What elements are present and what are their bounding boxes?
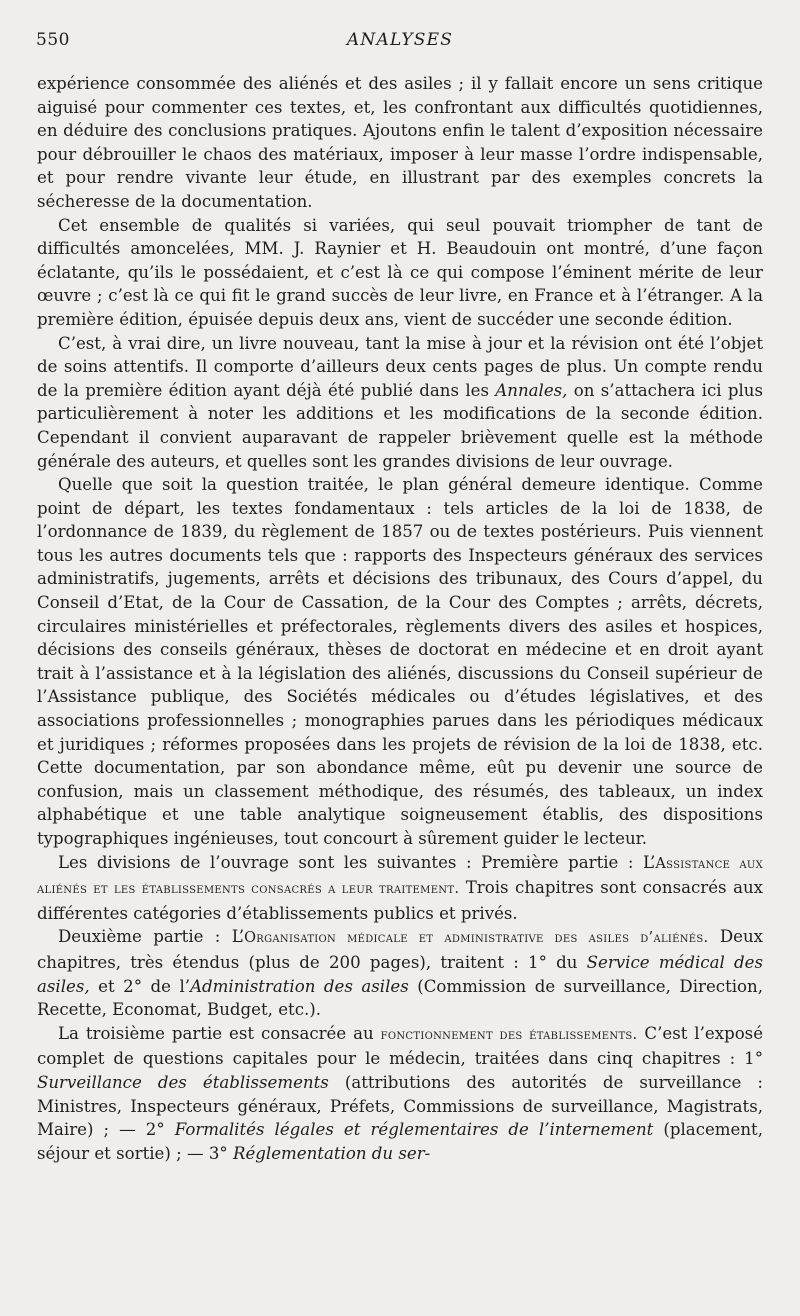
text-run: expérience consommée des aliénés et des asiles ; il y fallait encore un sens critique aiguisé pour commenter ces textes, et, les confrontant aux difficultés quotidiennes, en déduire des conclusions pratiques. Ajoutons enfin le talent d’exposition nécessaire pour débrouiller le chaos des matériaux, imposer à leur masse l’ordre indispensable, et pour rendre vivante leur étude, en illustrant par des exemples concrets la sécheresse de la documentation. [37,74,763,211]
italic-text: Réglementation du ser- [232,1143,431,1163]
italic-text: Surveillance des établissements [37,1072,329,1092]
small-caps-text: fonctionnement des établissements. [380,1026,638,1043]
text-run: Quelle que soit la question traitée, le plan général demeure identique. Comme point de départ, les textes fondamentaux : tels articles de la loi de 1838, de l’ordonnance de 1839, du règlement de 1857 ou de textes postérieurs. Puis viennent tous les autres documents tels que : rapports des Inspecteurs généraux des services administratifs, jugements, arrêts et décisions des tribunaux, des Cours d’appel, du Conseil d’Etat, de la Cour de Cassation, de la Cour des Comptes ; arrêts, décrets, circulaires ministérielles et préfectorales, règlements divers des asiles et hospices, décisions des conseils généraux, thèses de doctorat en médecine et en droit ayant trait à l’assistance et à la législation des aliénés, discussions du Conseil supérieur de l’Assistance publique, des Sociétés médicales ou d’études législatives, et des associations professionnelles ; monographies parues dans les périodiques médicaux et juridiques ; réformes proposées dans les projets de révision de la loi de 1838, etc. Cette documentation, par son abondance même, eût pu devenir une source de confusion, mais un classement méthodique, des résumés, des tableaux, un index alphabétique et une table analytique soigneusement établis, des dispositions typographiques ingénieuses, tout concourt à sûrement guider le lecteur. [37,475,763,848]
page-number: 550 [36,30,70,50]
text-run: C’est l’exposé complet de questions capitales pour le médecin, traitées dans cinq chapitres : 1° [37,1023,764,1069]
paragraph [37,851,763,926]
paragraph [37,332,763,474]
italic-text: Administration des asiles [190,976,409,996]
paragraph [37,925,763,1021]
paragraph [37,473,763,851]
text-run: (attributions des autorités de surveillance : Ministres, Inspecteurs généraux, Préfets, Commissions de surveillance, Magistrats, Maire) ; — 2° [37,1072,763,1140]
text-run: Deux chapitres, très étendus (plus de 200 pages), traitent : 1° du [37,927,763,972]
paragraph [37,1022,763,1166]
text-run: (Commission de surveillance, Direction, Recette, Economat, Budget, etc.). [37,976,763,1020]
italic-text: Formalités légales et réglementaires de l’internement [174,1120,654,1140]
text-run: Trois chapitres sont consacrés aux différentes catégories d’établissements publics et privés. [37,878,764,923]
text-run: on s’attachera ici plus particulièrement à noter les additions et les modifications de la seconde édition. Cependant il convient auparavant de rappeler brièvement quelle est la méthode générale des auteurs, et quelles sont les grandes divisions de leur ouvrage. [37,380,763,471]
text-run: C’est, à vrai dire, un livre nouveau, tant la mise à jour et la révision ont été l’objet de soins attentifs. Il comporte d’ailleurs deux cents pages de plus. Un compte rendu de la première édition ayant déjà été publié dans les [37,333,763,400]
page-header [36,30,764,54]
italic-text: Annales, [495,380,568,400]
paragraph [37,72,763,214]
italic-text: Service médical des asiles, [37,952,763,996]
running-head: ANALYSES [346,30,454,50]
small-caps-text: Organisation médicale et administrative des asiles d’aliénés. [244,930,709,947]
text-run: et 2° de l’ [89,976,191,996]
text-run: (placement, séjour et sortie) ; — 3° [37,1120,763,1163]
text-run: Les divisions de l’ouvrage sont les suivantes : Première partie : L’ [58,852,656,872]
text-run: Deuxième partie : L’ [58,927,245,947]
text-run: La troisième partie est consacrée au [58,1023,381,1043]
body-text [37,72,763,1165]
text-run: Cet ensemble de qualités si variées, qui seul pouvait triompher de tant de difficultés amoncelées, MM. J. Raynier et H. Beaudouin ont montré, d’une façon éclatante, qu’ils le possédaient, et c’est là ce qui compose l’éminent mérite de leur œuvre ; c’est là ce qui fit le grand succès de leur livre, en France et à l’étranger. A la première édition, épuisée depuis deux ans, vient de succéder une seconde édition. [37,215,763,329]
small-caps-text: Assistance aux aliénés et les établissements consacrés a leur traitement. [37,855,763,898]
paragraph [37,214,763,332]
